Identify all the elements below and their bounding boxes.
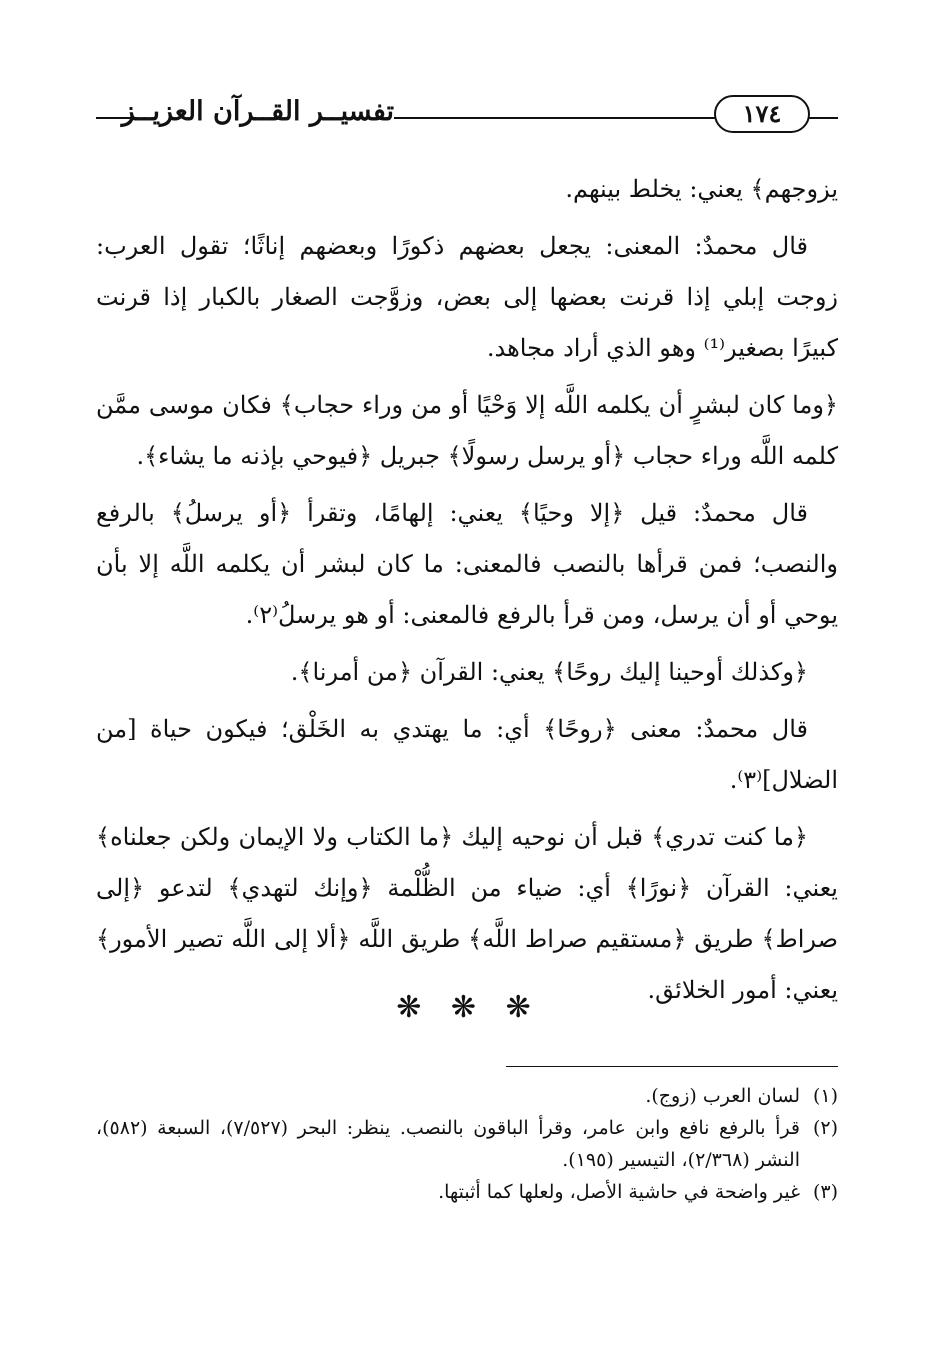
footnote-number: (١)	[812, 1085, 838, 1107]
footnote-1	[96, 1080, 838, 1112]
page-body	[96, 164, 838, 1022]
section-separator: ❋ ❋ ❋	[396, 990, 541, 1025]
page-number: ١٧٤	[714, 95, 810, 133]
footnote-number: (٢)	[812, 1117, 838, 1139]
footnote-divider	[506, 1066, 838, 1067]
footnote-3	[96, 1176, 838, 1208]
paragraph-4: قال محمدٌ: قيل ﴿إلا وحيًا﴾ يعني: إلهامًا، وتقرأ ﴿أو يرسلُ﴾ بالرفع والنصب؛ فمن قرأها بالنصب فالمعنى: ما كان لبشر أن يكلمه اللَّه إلا بأن يوحي أو أن يرسل، ومن قرأ بالرفع فالمعنى: أو هو يرسلُ⁽٢⁾.	[96, 499, 838, 629]
footnote-text: غير واضحة في حاشية الأصل، ولعلها كما أثبتها.	[438, 1181, 800, 1203]
paragraph-2: قال محمدٌ: المعنى: يجعل بعضهم ذكورًا وبعضهم إناثًا؛ تقول العرب: زوجت إبلي إذا قرنت بعضها إلى بعض، وزوَّجت الصغار بالكبار إذا قرنت كبيرًا بصغير⁽¹⁾ وهو الذي أراد مجاهد.	[96, 232, 838, 362]
paragraph-1: يزوجهم﴾ يعني: يخلط بينهم.	[565, 175, 838, 203]
running-header	[96, 92, 838, 136]
header-rule-right	[808, 117, 838, 119]
footnote-text: لسان العرب (زوج).	[645, 1085, 800, 1107]
paragraph-7: ﴿ما كنت تدري﴾ قبل أن نوحيه إليك ﴿ما الكتاب ولا الإيمان ولكن جعلناه﴾ يعني: القرآن ﴿نورًا﴾ أي: ضياء من الظُّلْمة ﴿وإنك لتهدي﴾ لتدعو ﴿إلى صراط﴾ طريق ﴿مستقيم صراط اللَّه﴾ طريق اللَّه ﴿ألا إلى اللَّه تصير الأمور﴾ يعني: أمور الخلائق.	[96, 823, 838, 1004]
footnotes	[96, 1080, 838, 1208]
footnote-number: (٣)	[812, 1181, 838, 1203]
paragraph-5: ﴿وكذلك أوحينا إليك روحًا﴾ يعني: القرآن ﴿من أمرنا﴾.	[290, 658, 808, 686]
footnote-2	[96, 1112, 838, 1176]
footnote-text: قرأ بالرفع نافع وابن عامر، وقرأ الباقون بالنصب. ينظر: البحر (٧/٥٢٧)، السبعة (٥٨٢)، النشر (٢/٣٦٨)، التيسير (١٩٥).	[96, 1117, 801, 1171]
book-title: تفسيــر القــرآن العزيــز	[121, 96, 394, 127]
paragraph-6: قال محمدٌ: معنى ﴿روحًا﴾ أي: ما يهتدي به الخَلْق؛ فيكون حياة [من الضلال]⁽٣⁾.	[96, 715, 838, 794]
paragraph-3: ﴿وما كان لبشرٍ أن يكلمه اللَّه إلا وَحْيًا أو من وراء حجاب﴾ فكان موسى ممَّن كلمه اللَّه وراء حجاب ﴿أو يرسل رسولًا﴾ جبريل ﴿فيوحي بإذنه ما يشاء﴾.	[96, 391, 838, 470]
